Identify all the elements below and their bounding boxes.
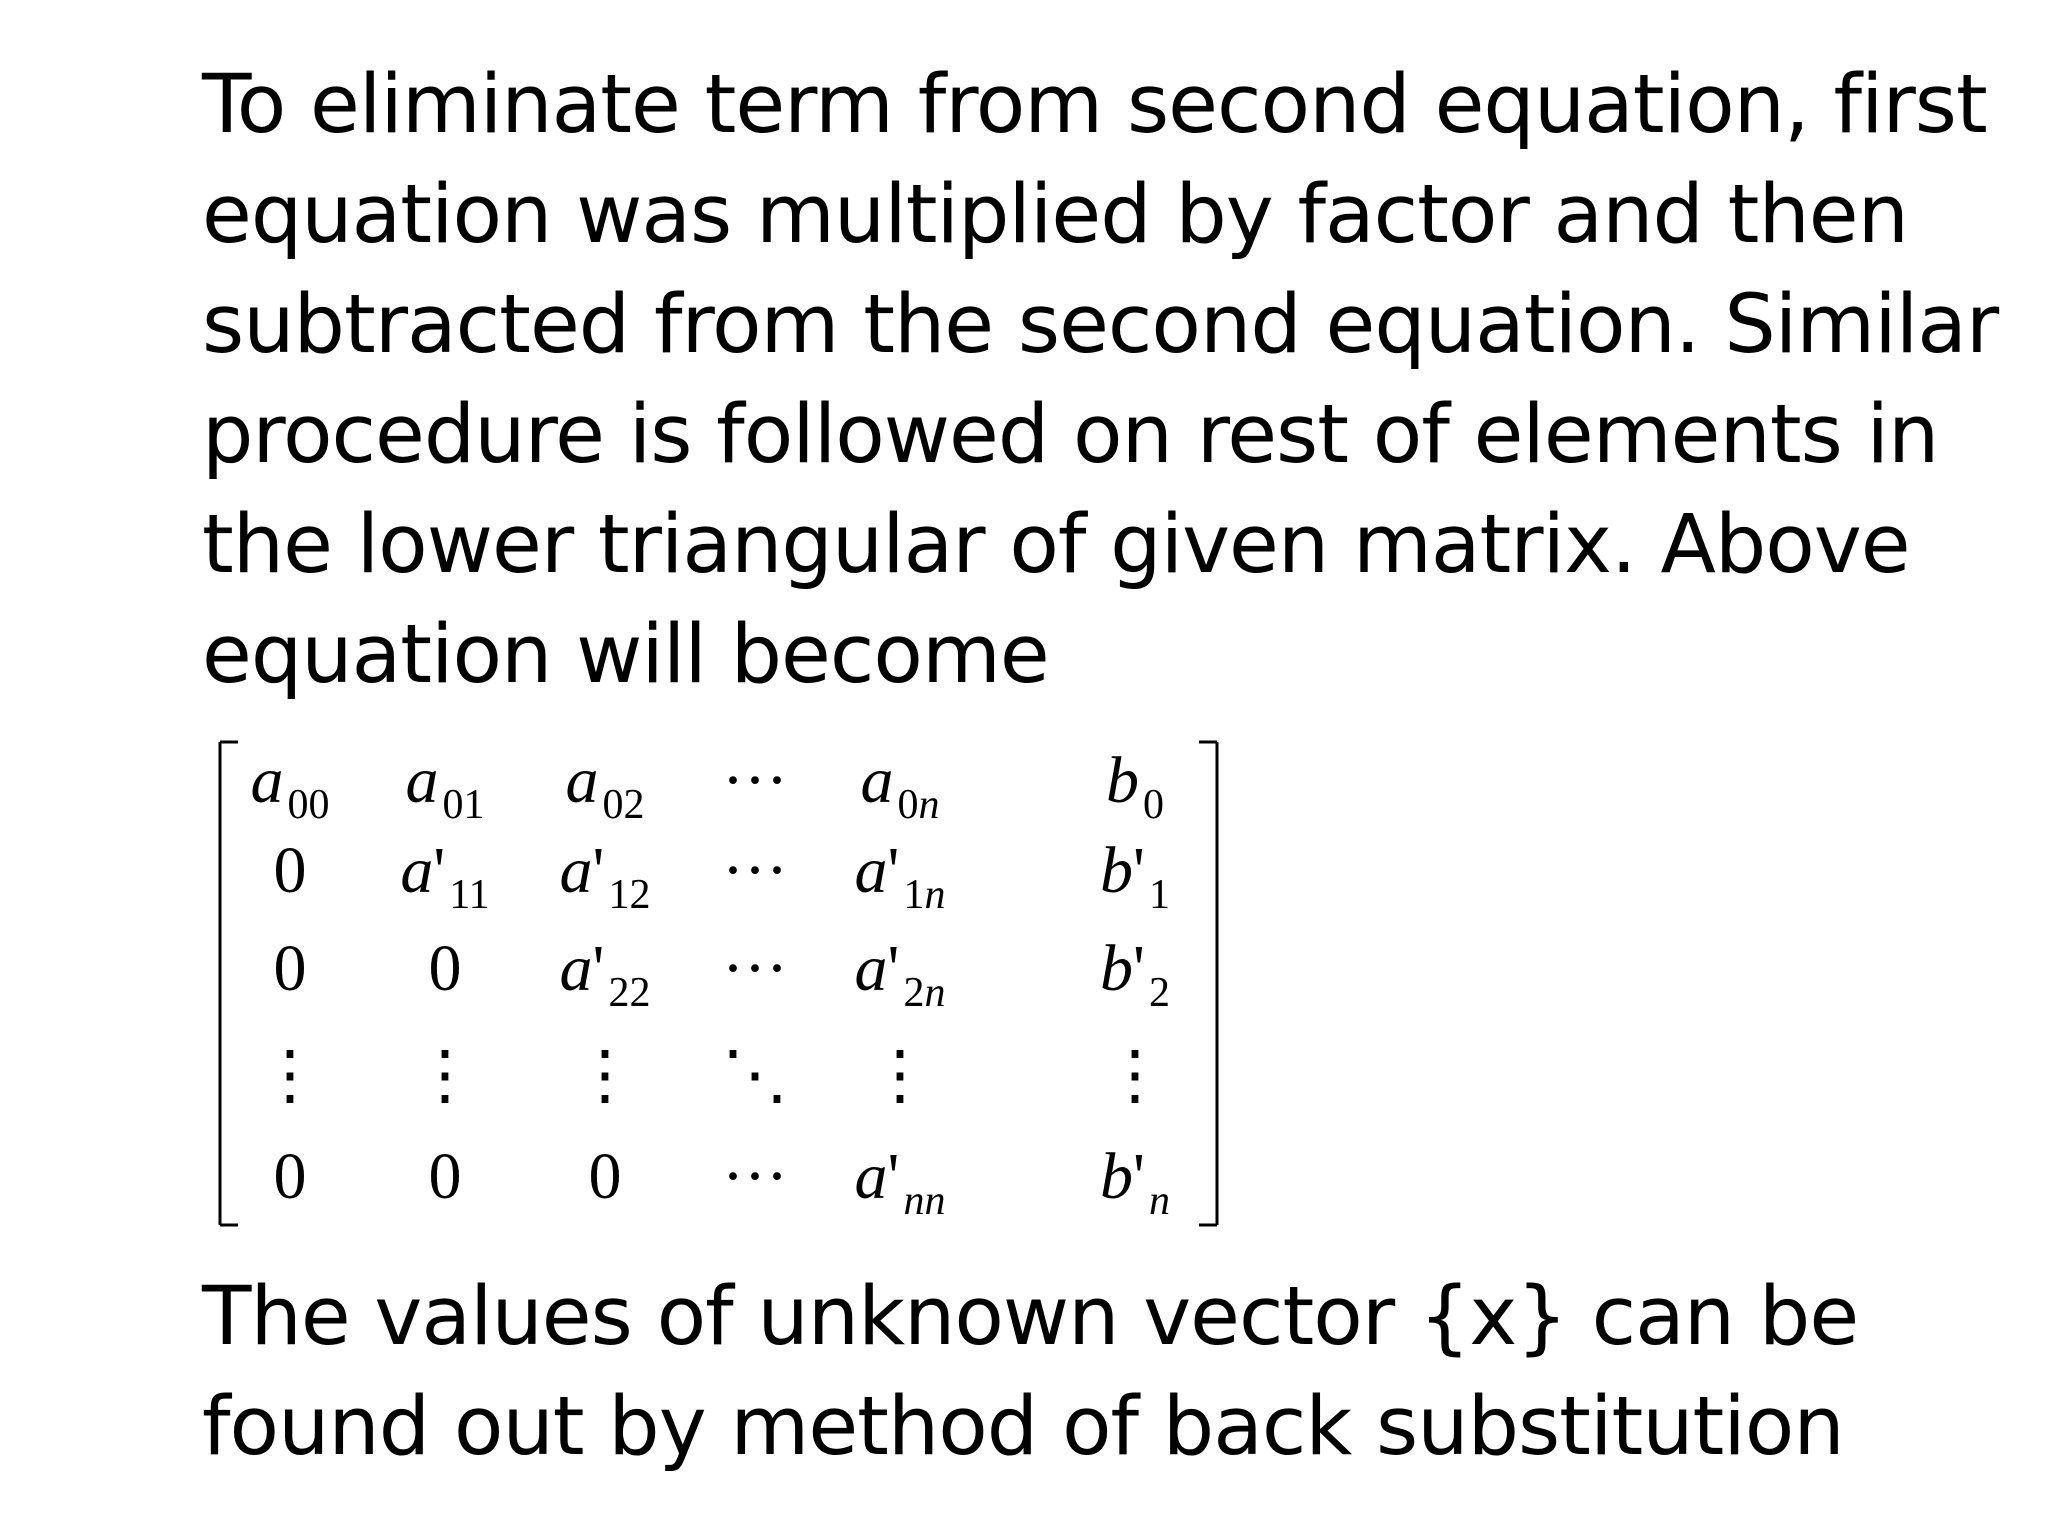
matrix-symbol-4-3: ··· — [722, 1140, 788, 1213]
upper-triangular-matrix — [200, 720, 1240, 1245]
intro-line: equation was multiplied by factor and then — [202, 168, 1908, 262]
intro-line: equation will become — [202, 608, 1049, 702]
conclusion-line: found out by method of back substitution — [202, 1380, 1844, 1474]
conclusion-line: The values of unknown vector {x} can be — [202, 1270, 1859, 1364]
matrix-symbol-3-3: ⋱ — [722, 1039, 788, 1112]
matrix-entry-0-2: $a_{02}$ — [565, 744, 645, 828]
matrix-symbol-4-1: 0 — [428, 1140, 462, 1213]
matrix-symbol-1-3: ··· — [722, 834, 788, 907]
matrix-entry-2-2: $a'_{22}$ — [559, 932, 651, 1016]
matrix-symbol-3-2: ⋮ — [572, 1039, 638, 1112]
matrix-entry-0-1: $a_{01}$ — [405, 744, 485, 828]
matrix-entry-1-1: $a'_{11}$ — [400, 834, 490, 918]
matrix-symbol-3-4: ⋮ — [867, 1039, 933, 1112]
conclusion-paragraph — [202, 1262, 1858, 1482]
intro-paragraph — [202, 50, 1998, 710]
matrix-entry-1-5: $b'_1$ — [1100, 834, 1170, 918]
matrix-entry-1-4: $a'_{1n}$ — [854, 834, 946, 918]
matrix-entry-0-5: $b_0$ — [1106, 744, 1164, 828]
intro-line: procedure is followed on rest of elements in — [202, 388, 1939, 482]
intro-line: the lower triangular of given matrix. Above — [202, 498, 1910, 592]
intro-line: To eliminate term from second equation, first — [202, 58, 1987, 152]
matrix-entry-2-5: $b'_2$ — [1100, 932, 1170, 1016]
matrix-entry-4-5: $b'_n$ — [1100, 1140, 1170, 1224]
matrix-symbol-3-5: ⋮ — [1102, 1039, 1168, 1112]
matrix-entry-2-4: $a'_{2n}$ — [854, 932, 946, 1016]
matrix-entry-1-2: $a'_{12}$ — [559, 834, 651, 918]
matrix-entry-0-4: $a_{0n}$ — [860, 744, 940, 828]
matrix-symbol-2-3: ··· — [722, 932, 788, 1005]
matrix-symbol-3-0: ⋮ — [257, 1039, 323, 1112]
matrix-entry-0-0: $a_{00}$ — [250, 744, 330, 828]
intro-line: subtracted from the second equation. Similar — [202, 278, 1999, 372]
matrix-symbol-3-1: ⋮ — [412, 1039, 478, 1112]
matrix-symbol-2-0: 0 — [273, 932, 307, 1005]
matrix-symbol-0-3: ··· — [722, 744, 788, 817]
matrix-symbol-1-0: 0 — [273, 834, 307, 907]
matrix-entry-4-4: $a'_{nn}$ — [854, 1140, 946, 1224]
matrix-cells — [251, 744, 1170, 1224]
matrix-symbol-2-1: 0 — [428, 932, 462, 1005]
matrix-symbol-4-2: 0 — [588, 1140, 622, 1213]
matrix-symbol-4-0: 0 — [273, 1140, 307, 1213]
